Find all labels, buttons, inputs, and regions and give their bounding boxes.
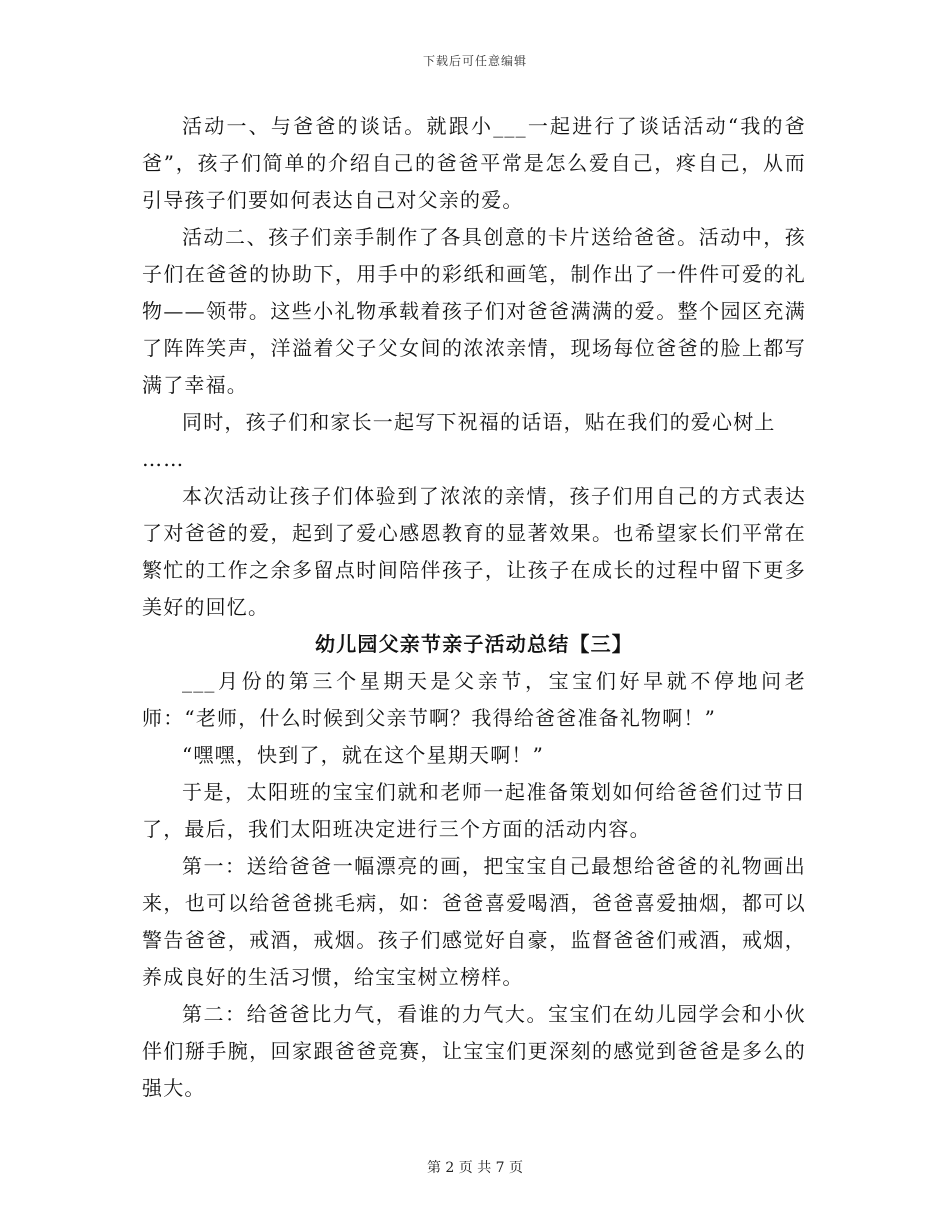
page-number: 第 2 页 共 7 页 — [426, 1160, 524, 1176]
paragraph-summary: 本次活动让孩子们体验到了浓浓的亲情，孩子们用自己的方式表达了对爸爸的爱，起到了爱心感恩教育的显著效果。也希望家长们平常在繁忙的工作之余多留点时间陪伴孩子，让孩子在成长的过程中留下更多美好的回忆。 — [142, 484, 806, 619]
section-title: 幼儿园父亲节亲子活动总结【三】 — [315, 632, 633, 656]
paragraph-ellipsis: …… — [142, 447, 185, 471]
paragraph-planning: 于是，太阳班的宝宝们就和老师一起准备策划如何给爸爸们过节日了，最后，我们太阳班决定进行三个方面的活动内容。 — [142, 780, 806, 841]
paragraph-fathers-day-intro: ___月份的第三个星期天是父亲节，宝宝们好早就不停地问老师：“老师，什么时候到父亲节啊？我得给爸爸准备礼物啊！” — [142, 669, 806, 730]
page-header: 下载后可任意编辑 — [422, 54, 527, 68]
paragraph-activity-one: 活动一、与爸爸的谈话。就跟小___一起进行了谈话活动“我的爸爸”，孩子们简单的介绍自己的爸爸平常是怎么爱自己，疼自己，从而引导孩子们要如何表达自己对父亲的爱。 — [142, 114, 806, 212]
paragraph-blessing: 同时，孩子们和家长一起写下祝福的话语，贴在我们的爱心树上 — [182, 410, 776, 434]
paragraph-second-activity: 第二：给爸爸比力气，看谁的力气大。宝宝们在幼儿园学会和小伙伴们掰手腕，回家跟爸爸竞赛，让宝宝们更深刻的感觉到爸爸是多么的强大。 — [142, 1002, 806, 1100]
paragraph-activity-two: 活动二、孩子们亲手制作了各具创意的卡片送给爸爸。活动中，孩子们在爸爸的协助下，用手中的彩纸和画笔，制作出了一件件可爱的礼物——领带。这些小礼物承载着孩子们对爸爸满满的爱。整个园区充满了阵阵笑声，洋溢着父子父女间的浓浓亲情，现场每位爸爸的脸上都写满了幸福。 — [142, 225, 806, 397]
document-body — [142, 108, 806, 1107]
paragraph-first-activity: 第一：送给爸爸一幅漂亮的画，把宝宝自己最想给爸爸的礼物画出来，也可以给爸爸挑毛病，如：爸爸喜爱喝酒，爸爸喜爱抽烟，都可以警告爸爸，戒酒，戒烟。孩子们感觉好自豪，监督爸爸们戒酒，戒烟，养成良好的生活习惯，给宝宝树立榜样。 — [142, 854, 806, 989]
paragraph-teacher-reply: “嘿嘿，快到了，就在这个星期天啊！” — [182, 743, 545, 767]
